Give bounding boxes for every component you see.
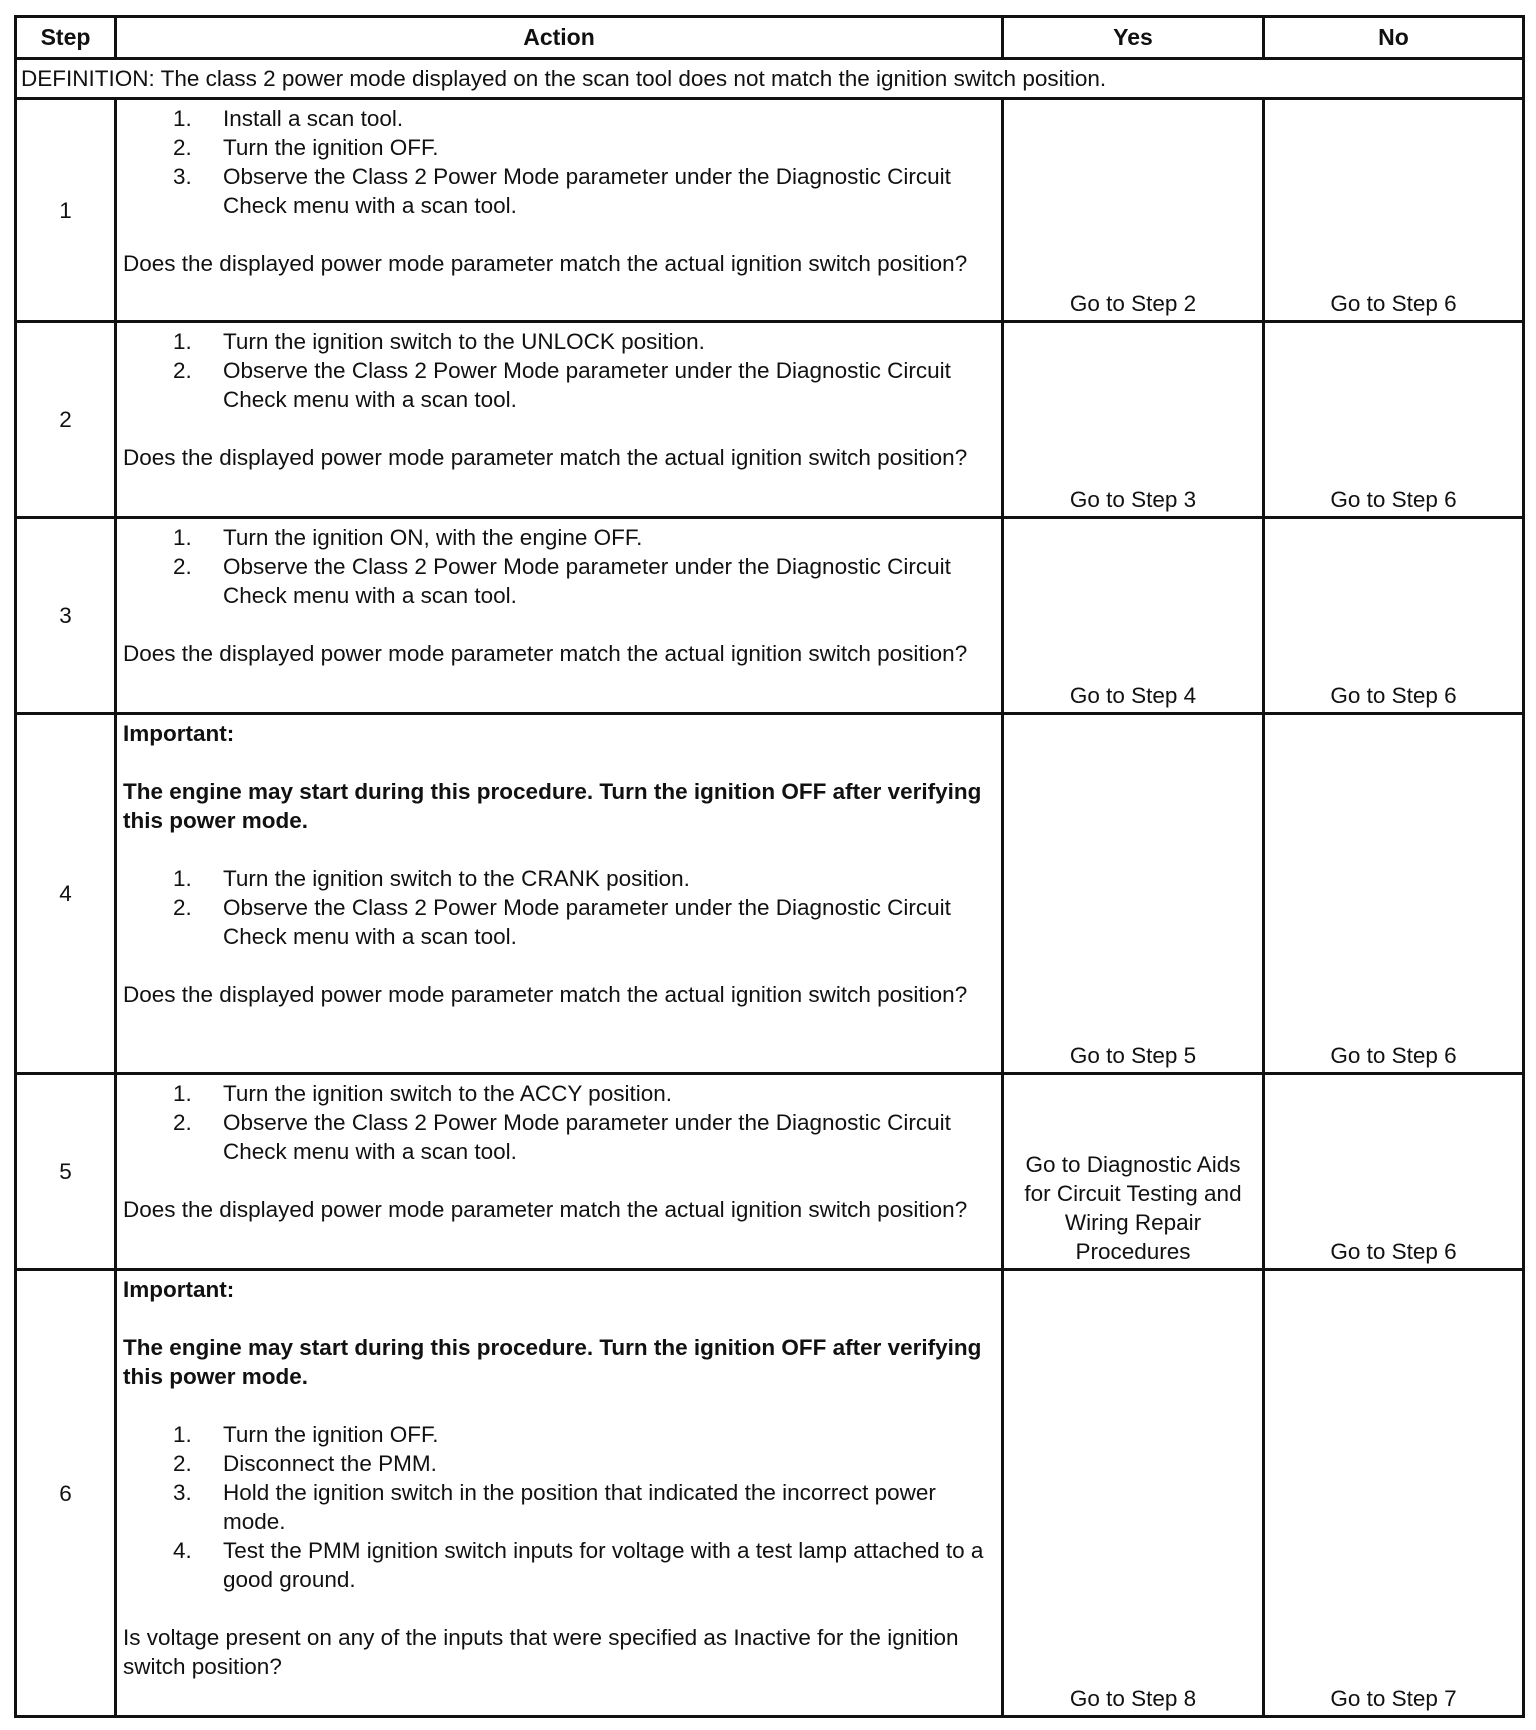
list-item: 1. Install a scan tool.	[173, 106, 404, 131]
header-step: Step	[16, 17, 116, 59]
no-result: Go to Step 7	[1264, 1270, 1524, 1717]
list-item: 4. Test the PMM ignition switch inputs for voltage with a test lamp attached to a good ground.	[173, 1538, 984, 1592]
question-text: Does the displayed power mode parameter match the actual ignition switch position?	[123, 251, 968, 276]
list-item: 1. Turn the ignition OFF.	[173, 1422, 439, 1447]
header-no: No	[1264, 17, 1524, 59]
list-item: 2. Turn the ignition OFF.	[173, 135, 439, 160]
list-item: 1. Turn the ignition switch to the ACCY position.	[173, 1081, 672, 1106]
question-text: Does the displayed power mode parameter match the actual ignition switch position?	[123, 445, 968, 470]
no-result: Go to Step 6	[1264, 518, 1524, 714]
action-cell	[116, 322, 1003, 518]
question-text: Is voltage present on any of the inputs that were specified as Inactive for the ignition switch position?	[123, 1625, 959, 1679]
list-item: 3. Hold the ignition switch in the position that indicated the incorrect power mode.	[173, 1480, 936, 1534]
action-cell	[116, 1074, 1003, 1270]
list-item: 2. Observe the Class 2 Power Mode parameter under the Diagnostic Circuit Check menu with a scan tool.	[173, 895, 951, 949]
yes-result: Go to Step 4	[1003, 518, 1264, 714]
step-number: 4	[16, 714, 116, 1074]
table-row	[16, 1270, 1524, 1717]
instruction-list	[123, 523, 993, 610]
table-row	[16, 518, 1524, 714]
instruction-list	[123, 864, 993, 951]
definition-text: DEFINITION: The class 2 power mode displayed on the scan tool does not match the ignition switch position.	[16, 59, 1524, 99]
important-label: Important:	[123, 721, 235, 746]
action-cell	[116, 518, 1003, 714]
diagnostic-table	[14, 15, 1525, 1718]
yes-result: Go to Diagnostic Aids for Circuit Testing and Wiring Repair Procedures	[1003, 1074, 1264, 1270]
list-item: 2. Observe the Class 2 Power Mode parameter under the Diagnostic Circuit Check menu with a scan tool.	[173, 358, 951, 412]
definition-row	[16, 59, 1524, 99]
header-row	[16, 17, 1524, 59]
step-number: 1	[16, 99, 116, 322]
important-label: Important:	[123, 1277, 235, 1302]
instruction-list	[123, 327, 993, 414]
step-number: 6	[16, 1270, 116, 1717]
table-row	[16, 714, 1524, 1074]
no-result: Go to Step 6	[1264, 99, 1524, 322]
no-result: Go to Step 6	[1264, 322, 1524, 518]
yes-result: Go to Step 5	[1003, 714, 1264, 1074]
yes-result: Go to Step 2	[1003, 99, 1264, 322]
yes-result: Go to Step 8	[1003, 1270, 1264, 1717]
warning-text: The engine may start during this procedure. Turn the ignition OFF after verifying this power mode.	[123, 779, 982, 833]
header-yes: Yes	[1003, 17, 1264, 59]
question-text: Does the displayed power mode parameter match the actual ignition switch position?	[123, 641, 968, 666]
step-number: 2	[16, 322, 116, 518]
no-result: Go to Step 6	[1264, 1074, 1524, 1270]
no-result: Go to Step 6	[1264, 714, 1524, 1074]
warning-text: The engine may start during this procedure. Turn the ignition OFF after verifying this power mode.	[123, 1335, 982, 1389]
action-cell	[116, 1270, 1003, 1717]
action-cell	[116, 99, 1003, 322]
instruction-list	[123, 1079, 993, 1166]
step-number: 3	[16, 518, 116, 714]
list-item: 2. Observe the Class 2 Power Mode parameter under the Diagnostic Circuit Check menu with a scan tool.	[173, 554, 951, 608]
instruction-list	[123, 1420, 993, 1594]
list-item: 1. Turn the ignition ON, with the engine OFF.	[173, 525, 643, 550]
header-action: Action	[116, 17, 1003, 59]
step-number: 5	[16, 1074, 116, 1270]
list-item: 3. Observe the Class 2 Power Mode parameter under the Diagnostic Circuit Check menu with a scan tool.	[173, 164, 951, 218]
list-item: 1. Turn the ignition switch to the CRANK position.	[173, 866, 690, 891]
table-row	[16, 322, 1524, 518]
question-text: Does the displayed power mode parameter match the actual ignition switch position?	[123, 1197, 968, 1222]
action-cell	[116, 714, 1003, 1074]
list-item: 1. Turn the ignition switch to the UNLOCK position.	[173, 329, 705, 354]
list-item: 2. Disconnect the PMM.	[173, 1451, 437, 1476]
yes-result: Go to Step 3	[1003, 322, 1264, 518]
instruction-list	[123, 104, 993, 220]
question-text: Does the displayed power mode parameter match the actual ignition switch position?	[123, 982, 968, 1007]
table-row	[16, 1074, 1524, 1270]
list-item: 2. Observe the Class 2 Power Mode parameter under the Diagnostic Circuit Check menu with a scan tool.	[173, 1110, 951, 1164]
table-row	[16, 99, 1524, 322]
